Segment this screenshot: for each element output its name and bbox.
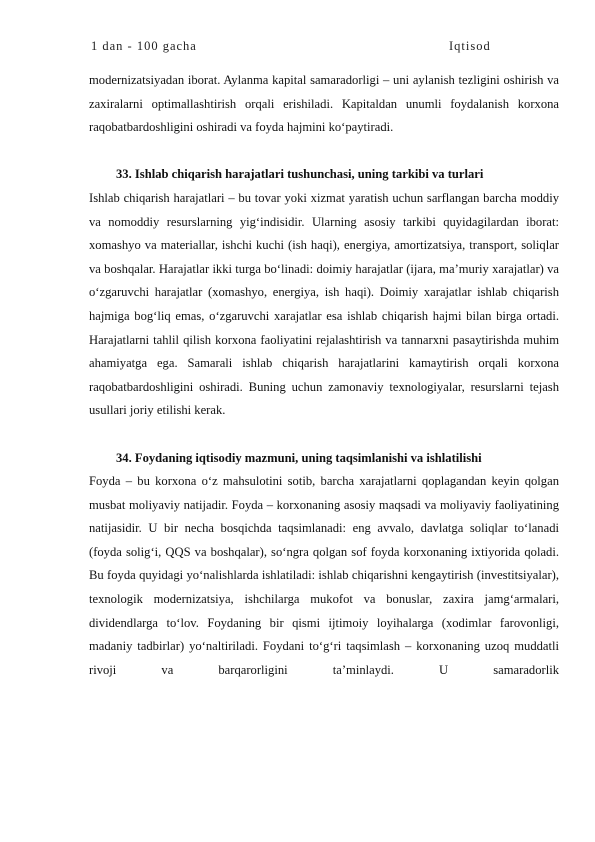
- paragraph-spacer: [89, 140, 559, 164]
- paragraph-capital-efficiency: modernizatsiyadan iborat. Aylanma kapital samaradorligi – uni aylanish tezligini oshirish va zaxiralarni optimallashtirish orqali erishiladi. Kapitaldan unumli foydalanish korxona raqobatbardoshligini oshiradi va foyda hajmini koʻpaytiradi.: [89, 73, 559, 135]
- section-heading-34: 34. Foydaning iqtisodiy mazmuni, uning taqsimlanishi va ishlatilishi: [116, 450, 482, 465]
- header-subject-label: Iqtisod: [449, 39, 491, 53]
- paragraph-production-costs: Ishlab chiqarish harajatlari – bu tovar yoki xizmat yaratish uchun sarflangan barcha moddiy va nomoddiy resurslarning yigʻindisidir. Ularning asosiy tarkibi quyidagilardan iborat: xomashyo va materiallar, ishchi kuchi (ish haqi), energiya, amortizatsiya, transport, soliqlar va boshqalar. Harajatlar ikki turga boʻlinadi: doimiy harajatlar (ijara, maʼmuriy xarajatlar) va oʻzgaruvchi harajatlar (xomashyo, energiya, ish haqi). Doimiy xarajatlar ishlab chiqarish hajmiga bogʻliq emas, oʻzgaruvchi xarajatlar esa ishlab chiqarish hajmi bilan birga ortadi. Harajatlarni tahlil qilish korxona faoliyatini rejalashtirish va tannarxni pasaytirishda muhim ahamiyatga ega. Samarali ishlab chiqarish harajatlarini kamaytirish orqali korxona raqobatbardoshligini oshiradi. Buning uchun zamonaviy texnologiyalar, resurslarni tejash usullari joriy etilishi kerak.: [89, 190, 559, 418]
- paragraph-spacer: [89, 423, 559, 447]
- section-heading-33: 33. Ishlab chiqarish harajatlari tushunchasi, uning tarkibi va turlari: [116, 167, 484, 182]
- paragraph-profit: Foyda – bu korxona oʻz mahsulotini sotib, barcha xarajatlarni qoplagandan keyin qolgan musbat moliyaviy natijadir. Foyda – korxonaning asosiy maqsadi va moliyaviy faoliyatining natijasidir. U bir necha bosqichda taqsimlanadi: eng avvalo, davlatga soliqlar toʻlanadi (foyda soligʻi, QQS va boshqalar), soʻngra qolgan sof foyda korxonaning ixtiyorida qoladi. Bu foyda quyidagi yoʻnalishlarda ishlatiladi: ishlab chiqarishni kengaytirish (investitsiyalar), texnologik modernizatsiya, ishchilarga mukofot va bonuslar, zaxira jamgʻarmalari, dividendlarga toʻlov. Foydaning bir qismi ijtimoiy loyihalarga (xodimlar farovonligi, madaniy tadbirlar) yoʻnaltiriladi. Foydani toʻgʻri taqsimlash – korxonaning uzoq muddatli rivoji va barqarorligini taʼminlaydi. U samaradorlik: [89, 474, 559, 677]
- document-body: [89, 69, 559, 682]
- header-range-label: 1 dan - 100 gacha: [91, 39, 197, 53]
- page-header: [89, 39, 559, 57]
